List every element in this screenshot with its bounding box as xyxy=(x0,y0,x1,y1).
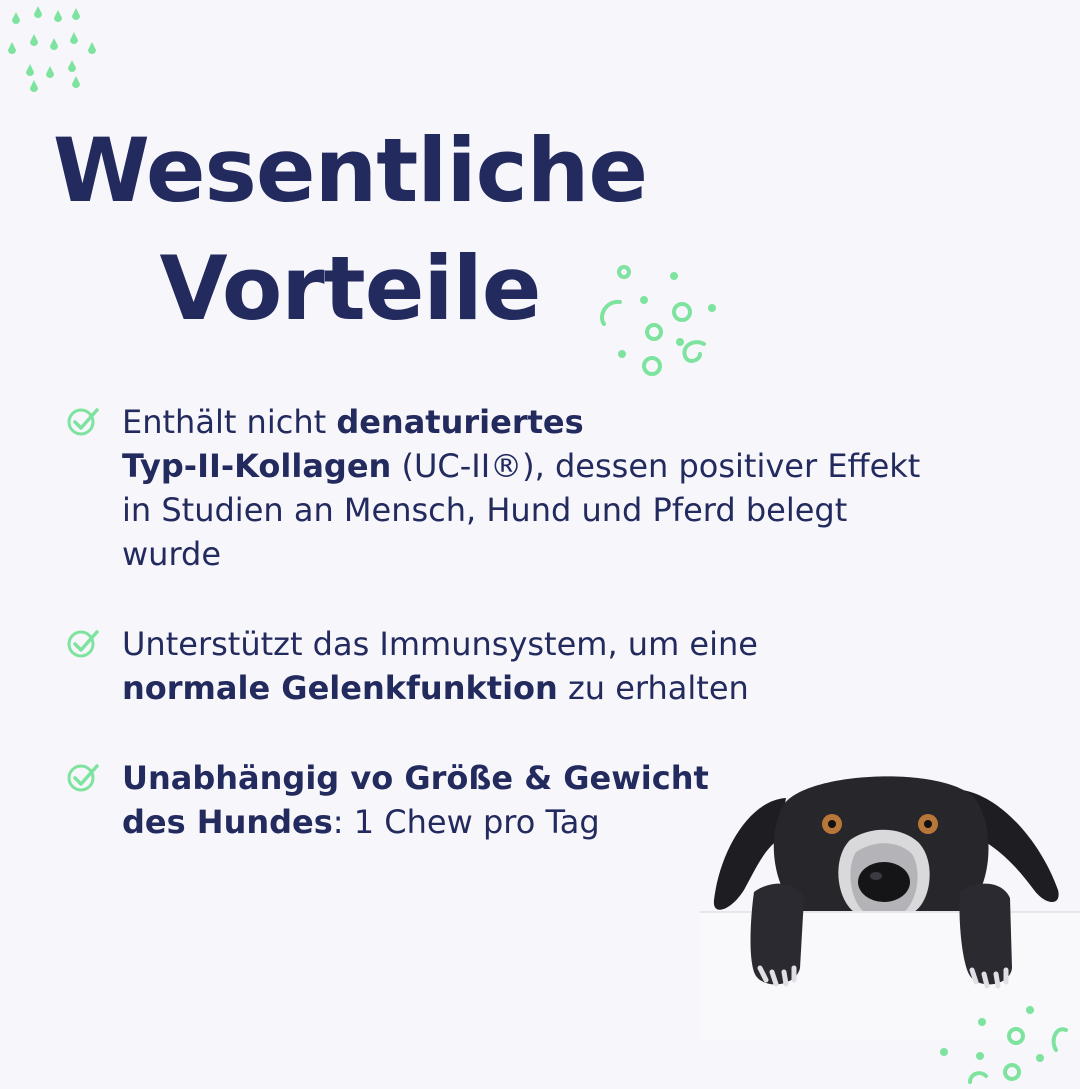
check-icon xyxy=(66,760,100,794)
title-line-1: Wesentliche xyxy=(52,119,648,222)
check-icon xyxy=(66,404,100,438)
title-line-2: Vorteile xyxy=(159,237,541,340)
dog-photo xyxy=(700,740,1080,1040)
benefit-item xyxy=(66,756,762,844)
benefit-text-part: (UC-II®), dessen positiver Effekt in Studien an Mensch, Hund und Pferd belegt wurde xyxy=(122,447,921,573)
benefit-text-part: : 1 Chew pro Tag xyxy=(332,803,600,841)
benefit-item xyxy=(66,622,946,710)
benefit-text-bold: Typ-II-Kollagen xyxy=(122,447,392,485)
benefit-text-part: Enthält nicht xyxy=(122,403,337,441)
benefit-text-bold: Unabhängig vo Größe & Gewicht des Hundes xyxy=(122,759,709,841)
benefit-item xyxy=(66,400,946,576)
benefit-text xyxy=(122,622,946,710)
benefit-text-bold: normale Gelenkfunktion xyxy=(122,669,558,707)
benefit-text xyxy=(122,756,762,844)
dots-decoration-icon xyxy=(592,262,728,382)
check-icon xyxy=(66,626,100,660)
dots-decoration-icon xyxy=(930,1000,1080,1089)
benefit-text xyxy=(122,400,946,576)
benefit-text-part: Unterstützt das Immunsystem, um eine xyxy=(122,625,758,663)
benefit-text-part: zu erhalten xyxy=(557,669,749,707)
benefit-text-bold: denaturiertes xyxy=(336,403,584,441)
drops-decoration-icon xyxy=(4,4,100,96)
